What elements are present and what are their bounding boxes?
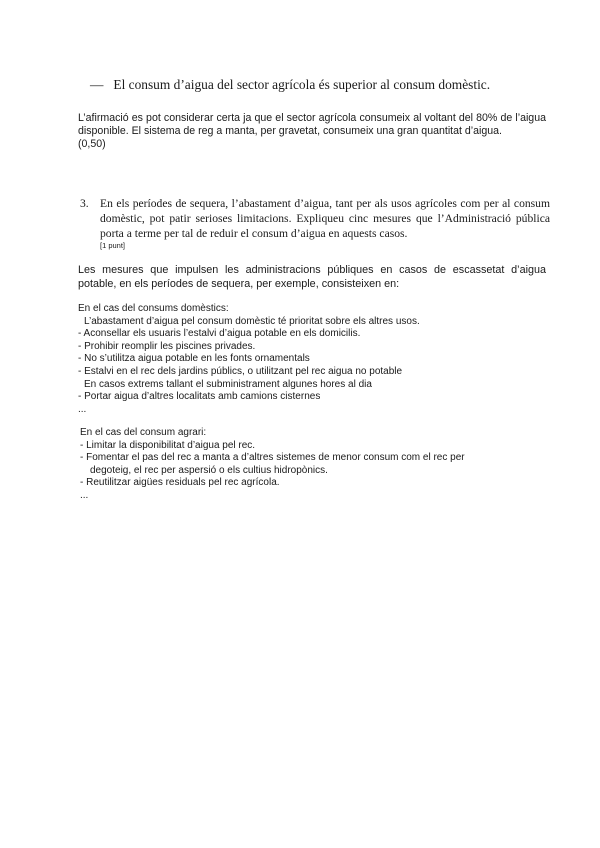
list-item: L’abastament d’aigua pel consum domèstic té prioritat sobre els altres usos. bbox=[84, 315, 420, 327]
statement-dash: — bbox=[90, 77, 104, 92]
list-item: ... bbox=[78, 403, 87, 415]
answer-text: L’afirmació es pot considerar certa ja que el sector agrícola consumeix al voltant del 80% de l’aigua disponible. El sistema de reg a manta, per gravetat, consumeix una gran quantitat d’aigua. bbox=[78, 112, 546, 138]
agri-heading: En el cas del consum agrari: bbox=[80, 427, 207, 438]
list-item: - Prohibir reomplir les piscines privades. bbox=[78, 340, 256, 352]
question-points: [1 punt] bbox=[100, 241, 126, 250]
list-item: - Limitar la disponibilitat d’aigua pel rec. bbox=[80, 439, 256, 451]
list-item: - Estalvi en el rec dels jardins públics, o utilitzant pel rec aigua no potable bbox=[78, 365, 403, 377]
statement-line bbox=[90, 77, 550, 93]
domestic-heading: En el cas del consums domèstics: bbox=[78, 303, 229, 314]
agricultural-measures bbox=[80, 427, 520, 503]
list-item: - Reutilitzar aigües residuals pel rec agrícola. bbox=[80, 477, 280, 489]
domestic-measures bbox=[78, 303, 548, 416]
question-3 bbox=[80, 196, 550, 251]
answer-block-1 bbox=[78, 112, 546, 152]
question-text: En els períodes de sequera, l’abastament d’aigua, tant per als usos agrícoles com per al consum domèstic, pot patir serioses limitacions. Expliqueu cinc mesures que l’Administració pública porta a terme per tal de reduir el consum d’aigua en aquests casos. bbox=[100, 197, 550, 240]
list-item: - No s’utilitza aigua potable en les fonts ornamentals bbox=[78, 353, 310, 365]
list-item: En casos extrems tallant el subministrament algunes hores al dia bbox=[84, 378, 372, 390]
question-number: 3. bbox=[80, 197, 89, 210]
statement-text: El consum d’aigua del sector agrícola és superior al consum domèstic. bbox=[113, 77, 491, 92]
list-item: - Aconsellar els usuaris l’estalvi d’aigua potable en els domicilis. bbox=[78, 328, 361, 340]
list-item: ... bbox=[80, 489, 89, 501]
list-item: - Portar aigua d’altres localitats amb camions cisternes bbox=[78, 391, 321, 403]
answer-score: (0,50) bbox=[78, 138, 106, 151]
list-item: degoteig, el rec per aspersió o els cultius hidropònics. bbox=[90, 464, 328, 476]
intro-paragraph: Les mesures que impulsen les administracions públiques en casos de escassetat d’aigua potable, en els períodes de sequera, per exemple, consisteixen en: bbox=[78, 264, 546, 290]
list-item: - Fomentar el pas del rec a manta a d’altres sistemes de menor consum com el rec per bbox=[80, 452, 465, 464]
